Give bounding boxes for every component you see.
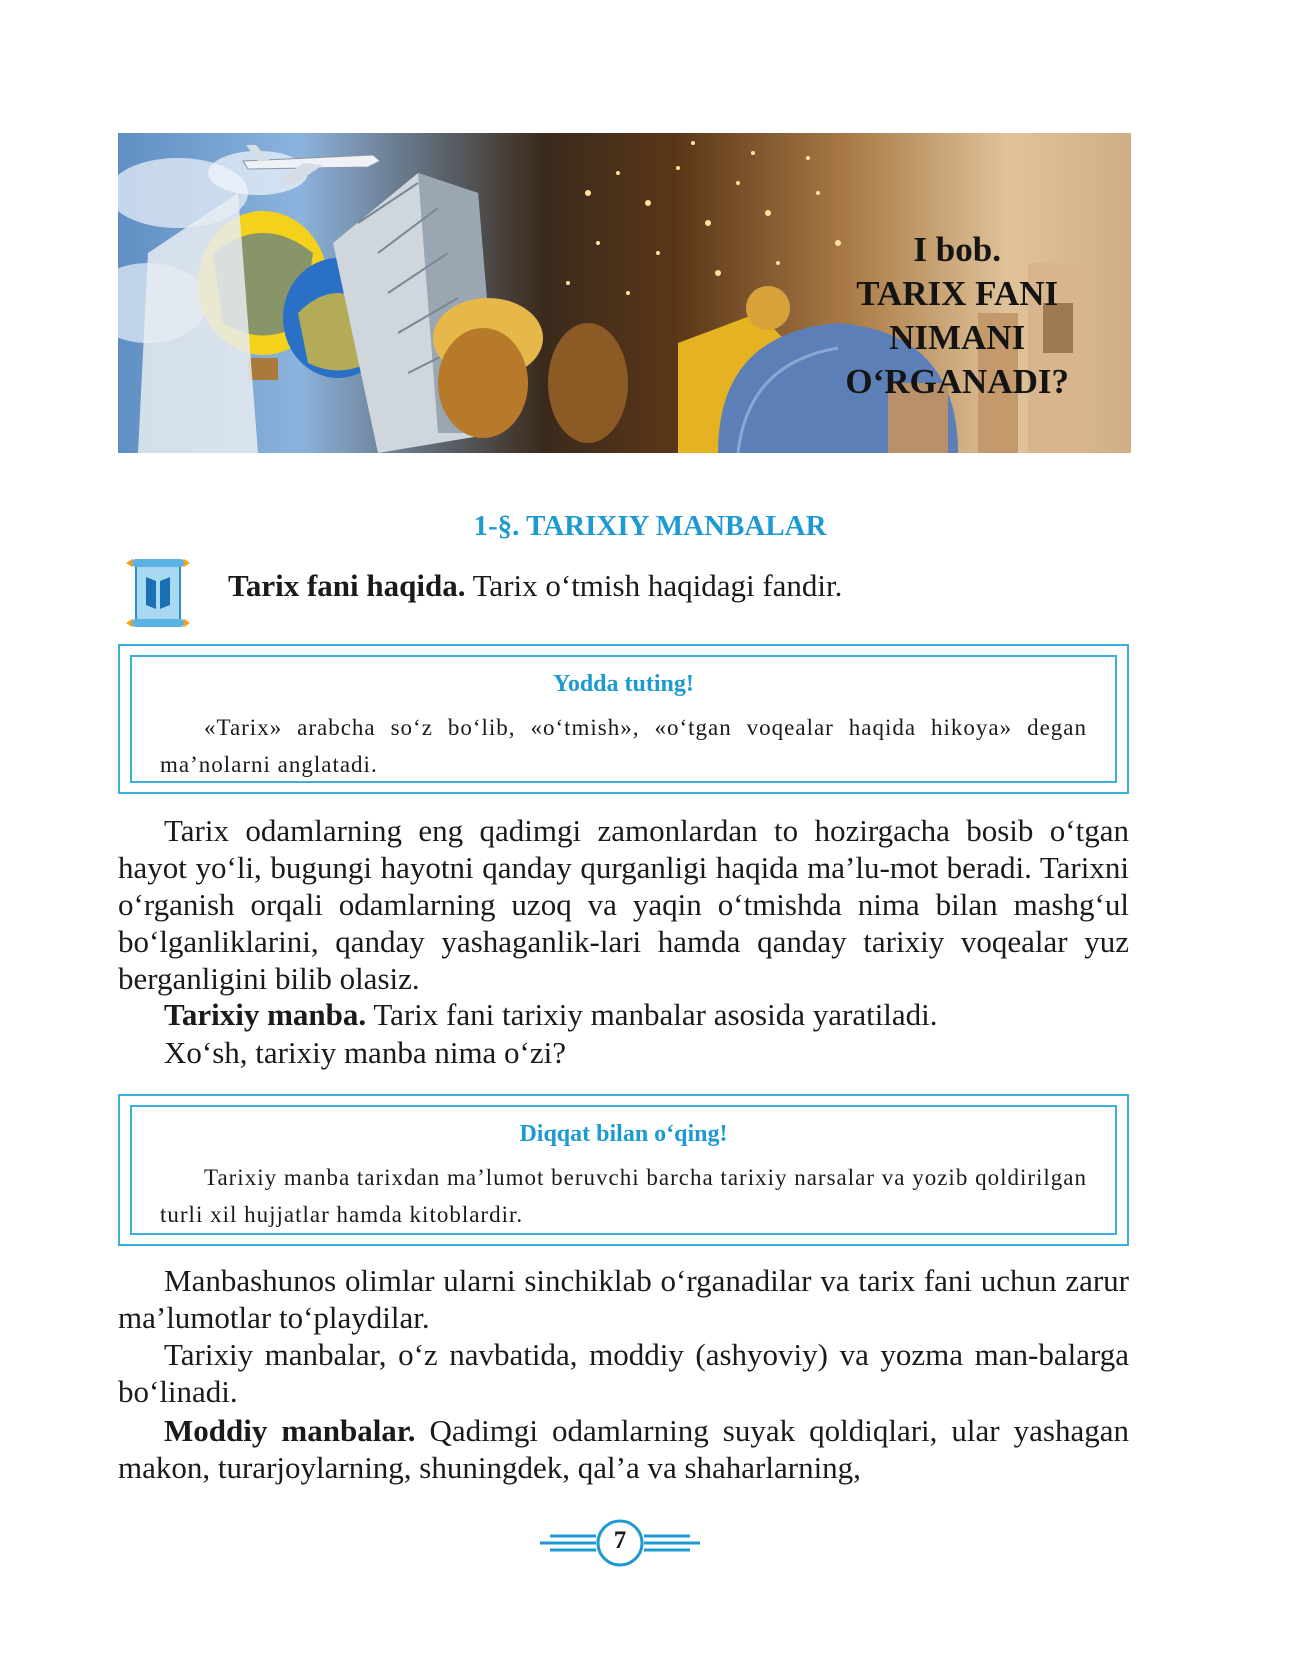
paragraph-3-text: Xo‘sh, tarixiy manba nima o‘zi? xyxy=(164,1035,567,1070)
paragraph-2 xyxy=(118,996,1129,1033)
scroll-icon xyxy=(118,553,198,633)
remember-box xyxy=(118,644,1129,794)
paragraph-1 xyxy=(118,812,1129,997)
paragraph-6-heading: Moddiy manbalar. xyxy=(164,1413,416,1448)
attention-box-inner xyxy=(130,1105,1117,1235)
paragraph-6-text: Qadimgi odamlarning suyak qoldiqlari, ular yashagan makon, turarjoylarning, shuningdek, qal’a va shaharlarning, xyxy=(118,1413,1130,1485)
section-title: 1-§. TARIXIY MANBALAR xyxy=(473,510,827,542)
chapter-number: I bob. xyxy=(913,230,1001,269)
attention-heading: Diqqat bilan o‘qing! xyxy=(519,1121,728,1147)
paragraph-3 xyxy=(118,1034,1129,1071)
remember-box-inner xyxy=(130,655,1117,783)
remember-heading: Yodda tuting! xyxy=(553,671,694,697)
paragraph-2-text: Tarix fani tarixiy manbalar asosida yaratiladi. xyxy=(366,997,938,1032)
remember-text: «Tarix» arabcha so‘z bo‘lib, «o‘tmish», «o‘tgan voqealar haqida hikoya» degan ma’nolarni anglatadi. xyxy=(160,715,1087,777)
chapter-title-line: O‘RGANADI? xyxy=(845,362,1069,401)
intro-paragraph xyxy=(228,568,842,604)
paragraph-5-text: Tarixiy manbalar, o‘z navbatida, moddiy (ashyoviy) va yozma man-balarga bo‘linadi. xyxy=(118,1337,1129,1409)
page-number: 7 xyxy=(613,1527,627,1554)
fireworks-shape xyxy=(566,141,841,295)
chapter-title xyxy=(845,228,1069,404)
intro-text: Tarix o‘tmish haqidagi fandir. xyxy=(465,568,843,603)
chapter-banner xyxy=(118,133,1131,453)
attention-text: Tarixiy manba tarixdan ma’lumot beruvchi barcha tarixiy narsalar va yozib qoldirilgan turli xil hujjatlar hamda kitoblardir. xyxy=(160,1165,1087,1227)
attention-text-block xyxy=(160,1159,1087,1233)
paragraph-6 xyxy=(118,1412,1129,1486)
paragraph-4-text: Manbashunos olimlar ularni sinchiklab o‘rganadilar va tarix fani uchun zarur ma’lumotlar to‘playdilar. xyxy=(118,1263,1129,1335)
paragraph-1-text: Tarix odamlarning eng qadimgi zamonlardan to hozirgacha bosib o‘tgan hayot yo‘li, bugungi hayotni qanday qurganligi haqida ma’lu-mot beradi. Tarixni o‘rganish orqali odamlarning uzoq va yaqin o‘tmishda nima bilan mashg‘ul bo‘lganliklarini, qanday yashaganlik-lari hamda qanday tarixiy voqealar yuz berganligini bilib olasiz. xyxy=(118,813,1129,996)
attention-box xyxy=(118,1094,1129,1246)
chapter-title-line: NIMANI xyxy=(889,318,1026,357)
paragraph-4 xyxy=(118,1262,1129,1336)
remember-text-block xyxy=(160,709,1087,783)
intro-heading: Tarix fani haqida. xyxy=(228,568,466,603)
paragraph-2-heading: Tarixiy manba. xyxy=(164,997,367,1032)
paragraph-5 xyxy=(118,1336,1129,1410)
page-number-ornament xyxy=(540,1519,700,1569)
chapter-title-line: TARIX FANI xyxy=(856,274,1059,313)
